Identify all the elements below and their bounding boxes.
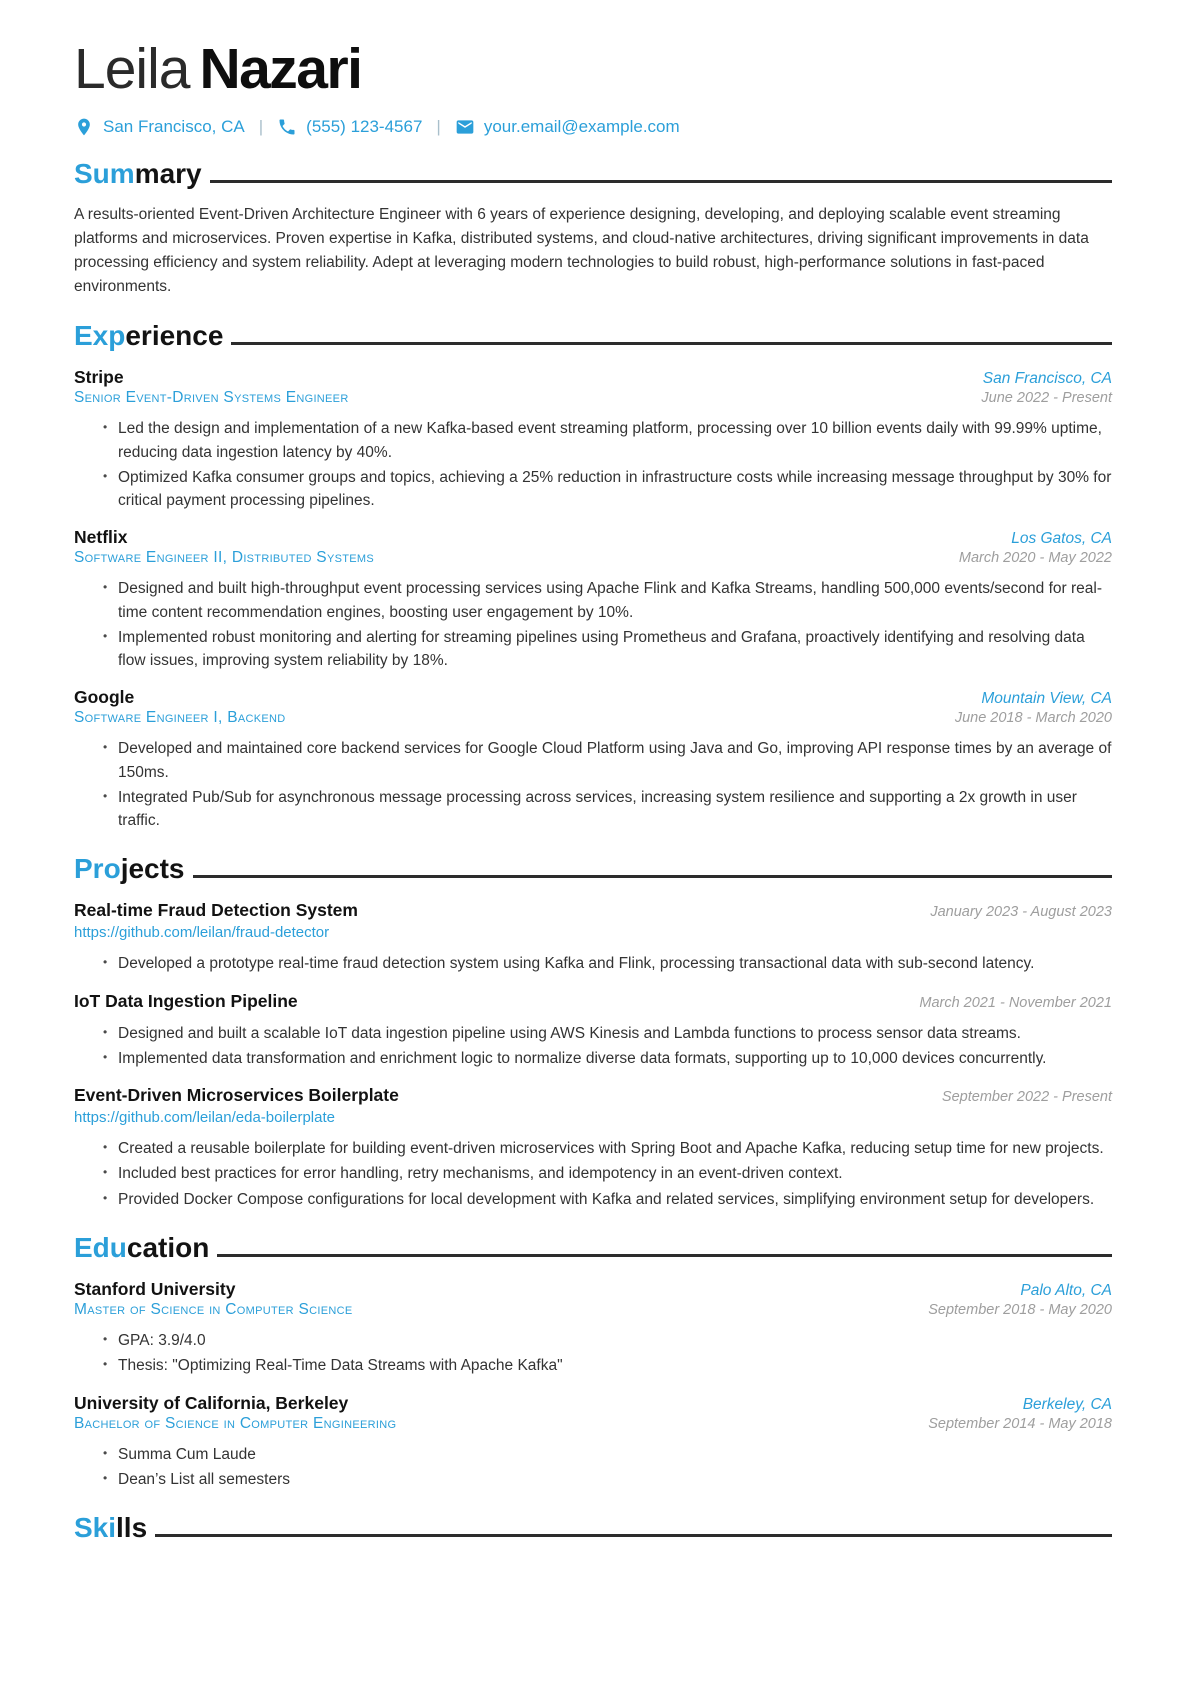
entry-location: Palo Alto, CA [1020,1282,1112,1300]
degree-title: Bachelor of Science in Computer Engineering [74,1414,397,1432]
bullet-list [74,577,1112,672]
project-name: Real-time Fraud Detection System [74,900,358,921]
entry-dates: March 2021 - November 2021 [919,994,1112,1011]
contact-phone[interactable]: (555) 123-4567 [306,116,423,136]
section-rule [155,1534,1112,1537]
section-title: Skills [74,1512,148,1544]
entry-location: Los Gatos, CA [1011,530,1112,548]
bullet-item: • Provided Docker Compose configurations for local development with Kafka and related services, simplifying environment setup for developers. [118,1188,1112,1211]
bullet-item: • GPA: 3.9/4.0 [118,1329,1112,1352]
first-name: Leila [74,37,190,101]
job-title: Software Engineer I, Backend [74,709,286,727]
entry-dates: January 2023 - August 2023 [930,904,1112,921]
entry-dates: September 2018 - May 2020 [928,1302,1112,1319]
project-entry [74,1085,1112,1211]
bullet-item: • Designed and built a scalable IoT data ingestion pipeline using AWS Kinesis and Lambda functions to process sensor data streams. [118,1022,1112,1045]
skills-heading [74,1512,1112,1544]
projects-heading [74,853,1112,885]
bullet-item: • Dean’s List all semesters [118,1468,1112,1491]
summary-text: A results-oriented Event-Driven Architecture Engineer with 6 years of experience designing, developing, and deploying scalable event streaming platforms and microservices. Proven expertise in Kafka, distributed systems, and cloud-native architectures, driving significant improvements in data processing efficiency and system reliability. Adept at leveraging modern technologies to build robust, high-performance solutions in fast-paced environments. [74,206,1089,296]
project-link[interactable]: https://github.com/leilan/fraud-detector [74,924,330,942]
company-name: Netflix [74,527,128,548]
entry-dates: June 2018 - March 2020 [954,710,1112,727]
contact-email[interactable]: your.email@example.com [483,116,680,136]
section-title: Summary [74,157,202,189]
entry-dates: September 2014 - May 2018 [928,1415,1112,1432]
job-title: Senior Event-Driven Systems Engineer [74,389,349,407]
job-title: Software Engineer II, Distributed Systems [74,549,374,567]
bullet-item: • Included best practices for error handling, retry mechanisms, and idempotency in an event-driven context. [118,1162,1112,1185]
education-entry [74,1279,1112,1378]
entry-location: Mountain View, CA [981,690,1112,708]
phone-icon [277,117,297,137]
project-entry [74,900,1112,975]
contact-separator: | [436,116,441,136]
location-pin-icon [74,117,94,137]
section-title: Experience [74,320,224,352]
section-rule [217,1254,1112,1257]
bullet-list [74,1022,1112,1071]
section-rule [193,875,1112,878]
experience-entry [74,367,1112,512]
experience-entry [74,527,1112,672]
education-heading [74,1232,1112,1264]
section-rule [210,180,1112,183]
bullet-list [74,952,1112,975]
section-education [74,1232,1112,1491]
email-envelope-icon [455,117,475,137]
section-experience [74,320,1112,832]
bullet-item: • Integrated Pub/Sub for asynchronous message processing across services, increasing system resilience and supporting a 2x growth in user traffic. [118,786,1112,833]
project-entry [74,991,1112,1071]
section-title: Education [74,1231,210,1263]
section-summary [74,158,1112,299]
experience-heading [74,320,1112,352]
entry-dates: June 2022 - Present [981,390,1112,407]
contact-bar [74,117,1112,137]
bullet-list [74,1443,1112,1492]
entry-dates: September 2022 - Present [941,1089,1112,1106]
contact-location: San Francisco, CA [103,116,245,136]
section-projects [74,853,1112,1211]
section-rule [231,342,1112,345]
contact-separator: | [258,116,264,136]
company-name: Stripe [74,367,124,388]
education-entry [74,1393,1112,1492]
bullet-item: • Summa Cum Laude [118,1443,1112,1466]
entry-location: San Francisco, CA [982,370,1112,388]
bullet-item: • Developed a prototype real-time fraud detection system using Kafka and Flink, processing transactional data with sub-second latency. [118,952,1112,975]
bullet-item: • Thesis: "Optimizing Real-Time Data Streams with Apache Kafka" [118,1354,1112,1377]
last-name: Nazari [199,37,362,101]
summary-heading [74,158,1112,190]
bullet-item: • Developed and maintained core backend services for Google Cloud Platform using Java and Go, improving API response times by an average of 150ms. [118,737,1112,784]
section-skills [74,1512,1112,1544]
person-name [74,37,1112,101]
bullet-item: • Led the design and implementation of a new Kafka-based event streaming platform, processing over 10 billion events daily with 99.99% uptime, reducing data ingestion latency by 40%. [118,417,1112,464]
company-name: Google [74,687,135,708]
header [74,37,1112,137]
bullet-list [74,737,1112,832]
school-name: Stanford University [74,1279,236,1300]
project-link[interactable]: https://github.com/leilan/eda-boilerplate [74,1109,335,1127]
bullet-item: • Implemented data transformation and enrichment logic to normalize diverse data formats, supporting up to 10,000 devices concurrently. [118,1047,1112,1070]
bullet-list [74,417,1112,512]
entry-location: Berkeley, CA [1022,1395,1112,1413]
experience-entry [74,687,1112,832]
bullet-list [74,1137,1112,1211]
bullet-list [74,1329,1112,1378]
degree-title: Master of Science in Computer Science [74,1301,353,1319]
project-name: IoT Data Ingestion Pipeline [74,990,298,1011]
bullet-item: • Created a reusable boilerplate for building event-driven microservices with Spring Boot and Apache Kafka, reducing setup time for new projects. [118,1137,1112,1160]
bullet-item: • Optimized Kafka consumer groups and topics, achieving a 25% reduction in infrastructure costs while increasing message throughput by 30% for critical payment processing pipelines. [118,466,1112,513]
bullet-item: • Designed and built high-throughput event processing services using Apache Flink and Kafka Streams, handling 500,000 events/second for real-time content recommendation engines, boosting user engagement by 10%. [118,577,1112,624]
school-name: University of California, Berkeley [74,1392,349,1413]
project-name: Event-Driven Microservices Boilerplate [74,1085,399,1106]
section-title: Projects [74,853,185,885]
bullet-item: • Implemented robust monitoring and alerting for streaming pipelines using Prometheus and Grafana, proactively identifying and resolving data flow issues, improving system reliability by 18%. [118,626,1112,673]
entry-dates: March 2020 - May 2022 [958,550,1112,567]
